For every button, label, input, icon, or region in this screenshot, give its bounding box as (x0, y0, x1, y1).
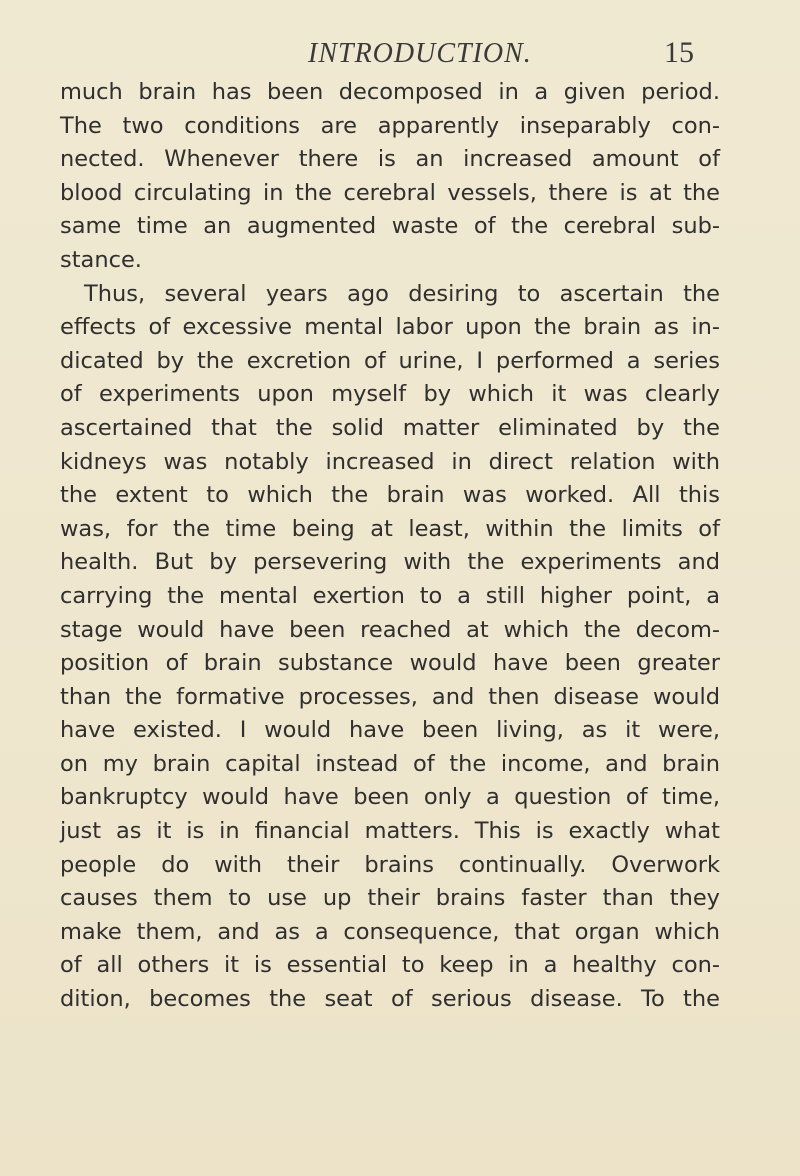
text-line: was, for the time being at least, within the limits of (60, 515, 720, 542)
text-line: stage would have been reached at which the decom- (60, 616, 720, 643)
text-line: bankruptcy would have been only a question of time, (60, 784, 720, 811)
running-title: INTRODUCTION. (308, 38, 532, 69)
text-line: make them, and as a consequence, that organ which (60, 918, 720, 945)
text-line: same time an augmented waste of the cerebral sub- (60, 213, 720, 240)
text-line: Thus, several years ago desiring to ascertain the (84, 280, 720, 307)
page-header (308, 34, 694, 74)
text-line: effects of excessive mental labor upon the brain as in- (60, 314, 720, 341)
text-line: than the formative processes, and then disease would (60, 683, 720, 710)
page-number: 15 (664, 36, 694, 69)
text-line: health. But by persevering with the experiments and (60, 549, 720, 576)
text-line: The two conditions are apparently inseparably con- (60, 112, 720, 139)
text-line: nected. Whenever there is an increased amount of (60, 146, 720, 173)
text-line: just as it is in financial matters. This is exactly what (60, 818, 720, 845)
text-line: the extent to which the brain was worked. All this (60, 482, 720, 509)
text-line: dition, becomes the seat of serious disease. To the (60, 986, 720, 1013)
text-line: have existed. I would have been living, as it were, (60, 717, 720, 744)
text-line: position of brain substance would have been greater (60, 650, 720, 677)
text-line: causes them to use up their brains faster than they (60, 885, 720, 912)
body-text (60, 76, 720, 1017)
text-line: of experiments upon myself by which it was clearly (60, 381, 720, 408)
text-line: people do with their brains continually. Overwork (60, 851, 720, 878)
text-line: dicated by the excretion of urine, I performed a series (60, 347, 720, 374)
text-line: kidneys was notably increased in direct relation with (60, 448, 720, 475)
text-line: carrying the mental exertion to a still higher point, a (60, 582, 720, 609)
text-line: on my brain capital instead of the income, and brain (60, 750, 720, 777)
text-line: blood circulating in the cerebral vessels, there is at the (60, 179, 720, 206)
text-line: ascertained that the solid matter eliminated by the (60, 414, 720, 441)
text-line: stance. (60, 246, 142, 273)
text-line: much brain has been decomposed in a given period. (60, 79, 720, 105)
text-line: of all others it is essential to keep in a healthy con- (60, 952, 720, 979)
